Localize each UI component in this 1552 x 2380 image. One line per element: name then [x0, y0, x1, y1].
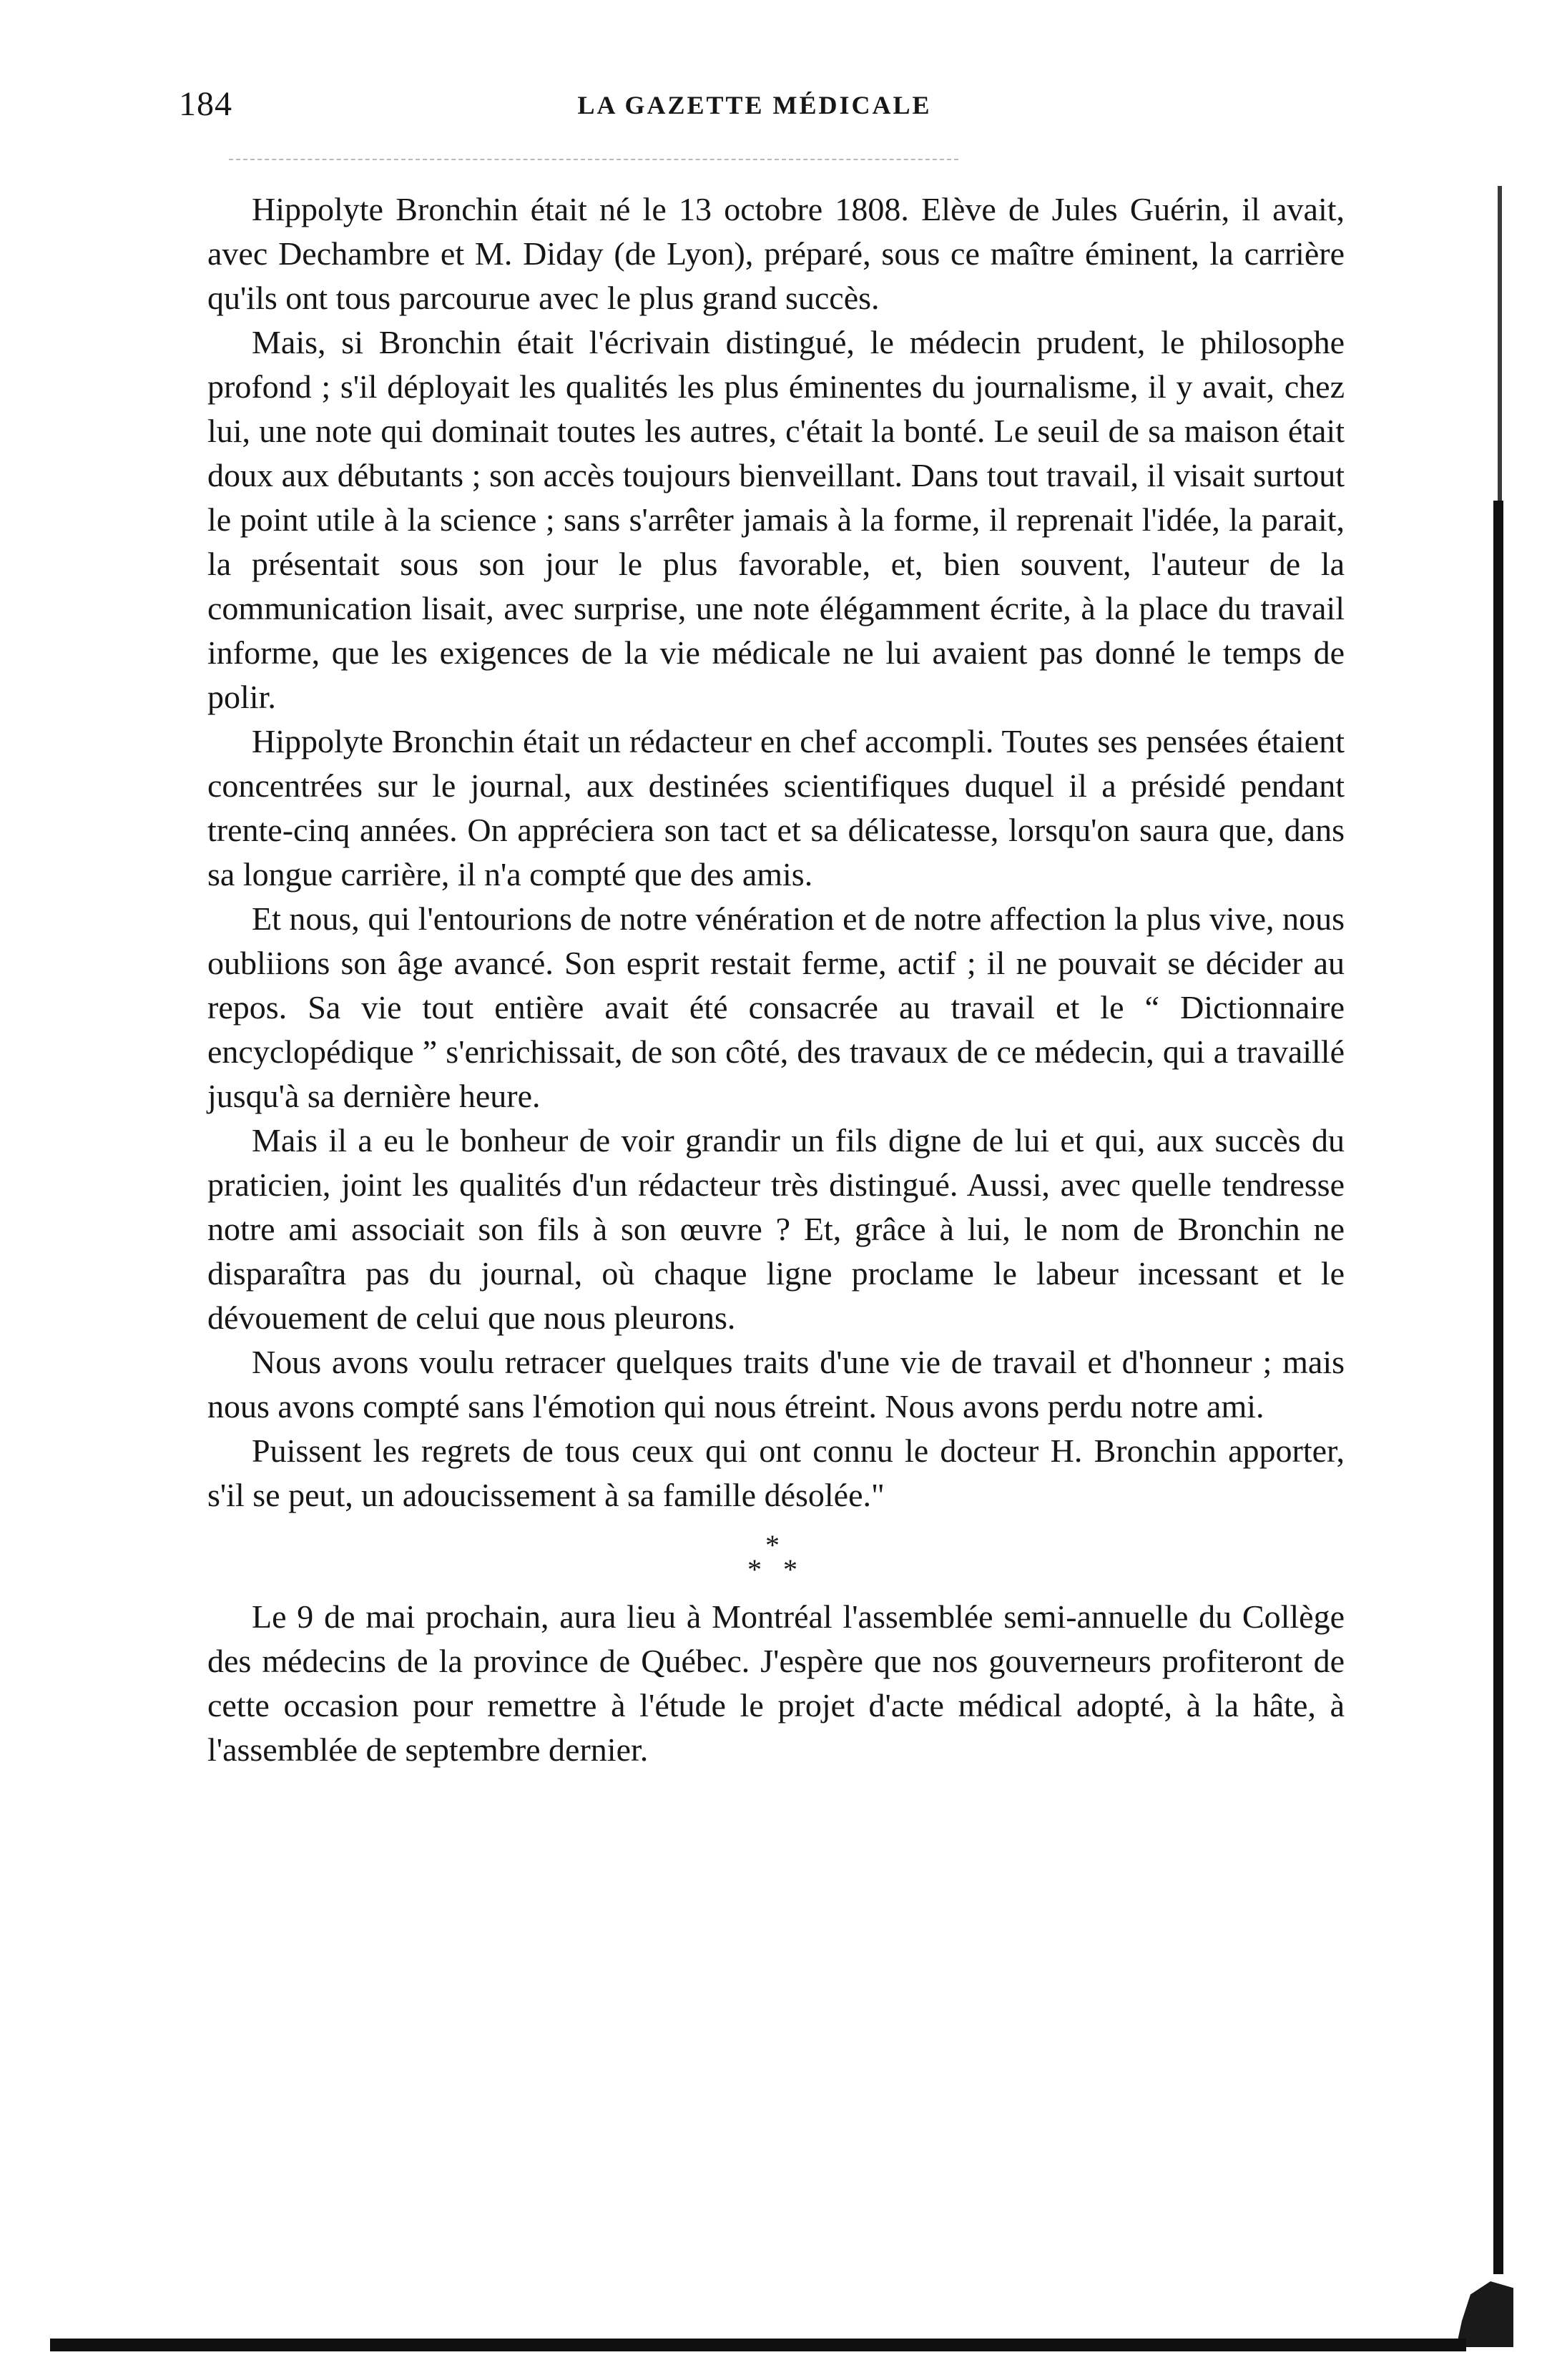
- paragraph-character: Mais, si Bronchin était l'écrivain distingué, le médecin prudent, le philosophe profond ; s'il déployait les qualités les plus éminentes du journalisme, il y avait, chez lui, une note qui dominait toutes les autres, c'était la bonté. Le seuil de sa maison était doux aux débutants ; son accès toujours bienveillant. Dans tout travail, il visait surtout le point utile à la science ; sans s'arrêter jamais à la forme, il reprenait l'idée, la parait, la présentait sous son jour le plus favorable, et, bien souvent, l'auteur de la communication lisait, avec surprise, une note élégamment écrite, à la place du travail informe, que les exigences de la vie médicale ne lui avaient pas donné le temps de polir.: [207, 324, 1345, 715]
- page-number: 184: [179, 85, 232, 123]
- scan-margin-shadow: [1493, 501, 1503, 2274]
- paragraph-emotion: Nous avons voulu retracer quelques traits d'une vie de travail et d'honneur ; mais nous avons compté sans l'émotion qui nous étreint. Nous avons perdu notre ami.: [207, 1344, 1345, 1425]
- paragraph-assembly-notice: Le 9 de mai prochain, aura lieu à Montréal l'assemblée semi-annuelle du Collège des médecins de la province de Québec. J'espère que nos gouverneurs profiteront de cette occasion pour remettre à l'étude le projet d'acte médical adopté, à la hâte, à l'assemblée de septembre dernier.: [207, 1598, 1345, 1768]
- running-head: [179, 84, 1330, 134]
- paragraph-son: Mais il a eu le bonheur de voir grandir un fils digne de lui et qui, aux succès du praticien, joint les qualités d'un rédacteur très distingué. Aussi, avec quelle tendresse notre ami associait son fils à son œuvre ? Et, grâce à lui, le nom de Bronchin ne disparaîtra pas du journal, où chaque ligne proclame le labeur incessant et le dévouement de celui que nous pleurons.: [207, 1122, 1345, 1336]
- header-rule: [229, 159, 958, 160]
- article-body: [207, 187, 1345, 1772]
- paragraph-biography: Hippolyte Bronchin était né le 13 octobre 1808. Elève de Jules Guérin, il avait, avec Dechambre et M. Diday (de Lyon), préparé, sous ce maître éminent, la carrière qu'ils ont tous parcourue avec le plus grand succès.: [207, 191, 1345, 316]
- asterism-bottom: * *: [747, 1553, 805, 1585]
- asterism-top: *: [765, 1529, 787, 1561]
- asterism-separator: [207, 1529, 1345, 1585]
- scan-bottom-edge: [50, 2339, 1466, 2351]
- scan-corner-artifact: [1456, 2281, 1513, 2347]
- paragraph-veneration: Et nous, qui l'entourions de notre vénération et de notre affection la plus vive, nous oubliions son âge avancé. Son esprit restait ferme, actif ; il ne pouvait se décider au repos. Sa vie tout entière avait été consacrée au travail et le “ Dictionnaire encyclopédique ” s'enrichissait, de son côté, des travaux de ce médecin, qui a travaillé jusqu'à sa dernière heure.: [207, 900, 1345, 1114]
- paragraph-editor: Hippolyte Bronchin était un rédacteur en chef accompli. Toutes ses pensées étaient concentrées sur le journal, aux destinées scientifiques duquel il a présidé pendant trente-cinq années. On appréciera son tact et sa délicatesse, lorsqu'on saura que, dans sa longue carrière, il n'a compté que des amis.: [207, 723, 1345, 892]
- paragraph-condolence: Puissent les regrets de tous ceux qui ont connu le docteur H. Bronchin apporter, s'il se peut, un adoucissement à sa famille désolée.": [207, 1432, 1345, 1513]
- journal-title: LA GAZETTE MÉDICALE: [577, 91, 932, 119]
